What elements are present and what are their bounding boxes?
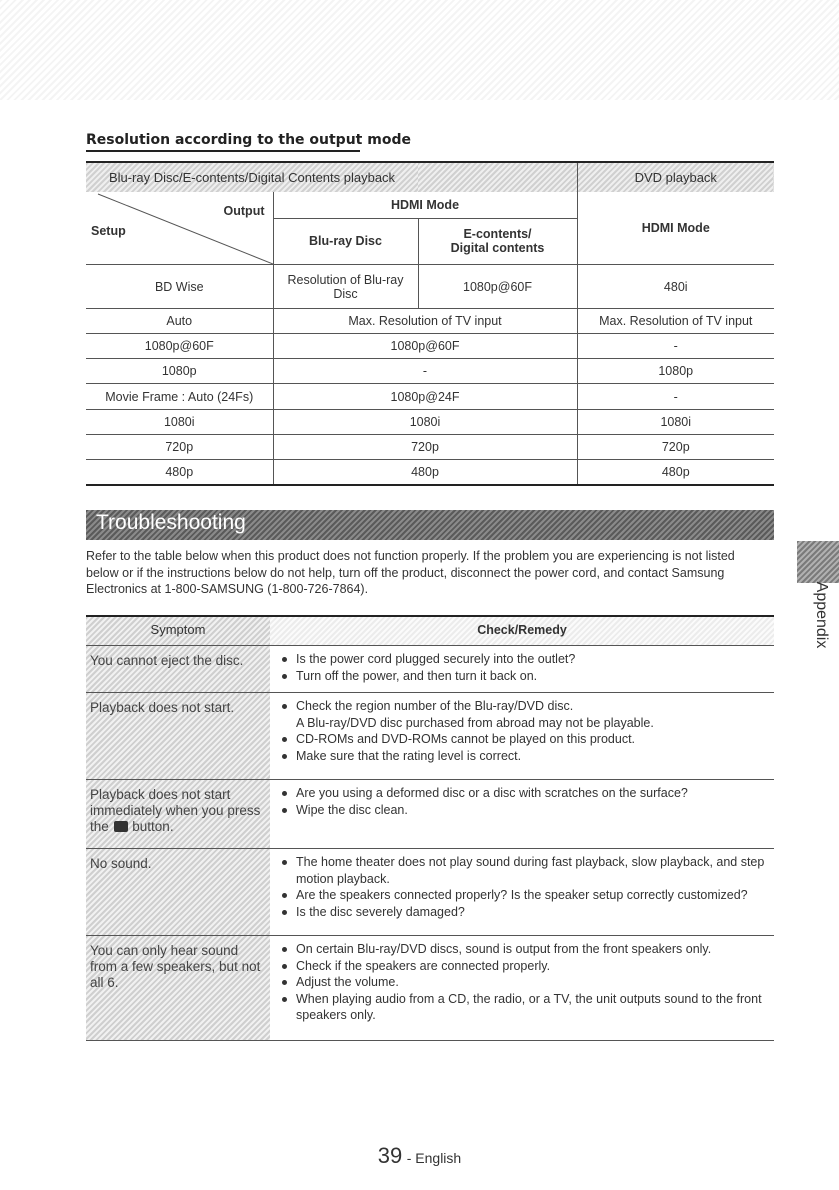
dvd-cell: 480i (577, 265, 774, 309)
bluray-cell: Resolution of Blu-ray Disc (273, 265, 418, 309)
symptom-cell: You can only hear sound from a few speakers, but not all 6. (86, 936, 270, 1040)
troubleshooting-table (86, 615, 774, 1041)
hdmi-cell: Max. Resolution of TV input (273, 309, 577, 334)
table-row (86, 646, 774, 693)
hdmi-cell: - (273, 359, 577, 384)
troubleshooting-title: Troubleshooting (96, 511, 246, 534)
list-item: Is the power cord plugged securely into the outlet? (278, 651, 766, 668)
setup-cell: Auto (86, 309, 273, 334)
econtents-column-header: E-contents/ Digital contents (418, 218, 577, 264)
list-item: Check the region number of the Blu-ray/DVD disc. A Blu-ray/DVD disc purchased from abroad may not be playable. (278, 698, 766, 731)
table-row (86, 693, 774, 780)
dvd-cell: 480p (577, 460, 774, 485)
remedy-cell (270, 780, 774, 848)
troubleshooting-title-bar (86, 510, 774, 540)
symptom-cell: Playback does not start. (86, 693, 270, 779)
list-item: When playing audio from a CD, the radio, or a TV, the unit outputs sound to the front speakers only. (278, 991, 766, 1024)
play-pause-button-icon (114, 821, 128, 832)
setup-cell: 1080i (86, 410, 273, 435)
setup-cell: BD Wise (86, 265, 273, 309)
dvd-cell: 1080p (577, 359, 774, 384)
list-item: Make sure that the rating level is correct. (278, 748, 766, 765)
dvd-cell: Max. Resolution of TV input (577, 309, 774, 334)
list-item: Check if the speakers are connected properly. (278, 958, 766, 975)
table-row (86, 435, 774, 460)
page-language: - English (406, 1150, 462, 1166)
table-row (86, 359, 774, 384)
resolution-section-title: Resolution according to the output mode (86, 132, 411, 148)
hdmi-cell: 1080p@60F (273, 334, 577, 359)
table-row (86, 334, 774, 359)
symptom-cell: No sound. (86, 849, 270, 935)
dvd-cell: 720p (577, 435, 774, 460)
list-item: On certain Blu-ray/DVD discs, sound is output from the front speakers only. (278, 941, 766, 958)
table-row (86, 460, 774, 485)
setup-cell: Movie Frame : Auto (24Fs) (86, 384, 273, 410)
list-item: The home theater does not play sound during fast playback, slow playback, and step motion playback. (278, 854, 766, 887)
table-row (86, 265, 774, 309)
list-item: Wipe the disc clean. (278, 802, 766, 819)
appendix-side-label: Appendix (813, 581, 830, 649)
remedy-cell (270, 936, 774, 1040)
corner-setup-label: Setup (91, 224, 126, 238)
title-underline (86, 150, 360, 152)
page-number: 39 (377, 1143, 403, 1168)
list-item: Adjust the volume. (278, 974, 766, 991)
remedy-cell (270, 849, 774, 935)
hdmi-cell: 1080i (273, 410, 577, 435)
setup-output-corner-cell (86, 192, 273, 265)
symptom-header: Symptom (86, 617, 270, 645)
dvd-cell: - (577, 334, 774, 359)
troubleshooting-header (86, 615, 774, 646)
resolution-table (86, 161, 774, 486)
hdmi-cell: 480p (273, 460, 577, 485)
table-row (86, 384, 774, 410)
list-item: CD-ROMs and DVD-ROMs cannot be played on this product. (278, 731, 766, 748)
setup-cell: 720p (86, 435, 273, 460)
corner-output-label: Output (223, 204, 265, 218)
dvd-hdmi-mode-header: HDMI Mode (577, 192, 774, 265)
remedy-cell (270, 646, 774, 692)
header-bluray-playback: Blu-ray Disc/E-contents/Digital Contents playback (86, 162, 418, 192)
econtents-cell: 1080p@60F (418, 265, 577, 309)
hdmi-cell: 1080p@24F (273, 384, 577, 410)
page-footer (0, 1143, 839, 1169)
troubleshooting-intro: Refer to the table below when this product does not function properly. If the problem you are experiencing is not listed below or if the instructions below do not help, turn off the product, disconnect the power cord, and contact Samsung Electronics at 1-800-SAMSUNG (1-800-726-7864). (86, 549, 735, 596)
list-item: Turn off the power, and then turn it back on. (278, 668, 766, 685)
setup-cell: 480p (86, 460, 273, 485)
symptom-cell: You cannot eject the disc. (86, 646, 270, 692)
top-decorative-band (0, 0, 839, 100)
table-row (86, 410, 774, 435)
hdmi-cell: 720p (273, 435, 577, 460)
header-dvd-playback: DVD playback (577, 162, 774, 192)
setup-cell: 1080p@60F (86, 334, 273, 359)
list-item: Is the disc severely damaged? (278, 904, 766, 921)
table-row (86, 936, 774, 1041)
dvd-cell: 1080i (577, 410, 774, 435)
bluray-disc-column-header: Blu-ray Disc (273, 218, 418, 264)
remedy-cell (270, 693, 774, 779)
hdmi-mode-header: HDMI Mode (273, 192, 577, 218)
list-item: Are the speakers connected properly? Is the speaker setup correctly customized? (278, 887, 766, 904)
setup-cell: 1080p (86, 359, 273, 384)
list-item: Are you using a deformed disc or a disc with scratches on the surface? (278, 785, 766, 802)
table-row (86, 780, 774, 849)
dvd-cell: - (577, 384, 774, 410)
table-row (86, 309, 774, 334)
table-row (86, 849, 774, 936)
symptom-cell: Playback does not start immediately when you press the button. (86, 780, 270, 848)
remedy-header: Check/Remedy (270, 617, 774, 645)
